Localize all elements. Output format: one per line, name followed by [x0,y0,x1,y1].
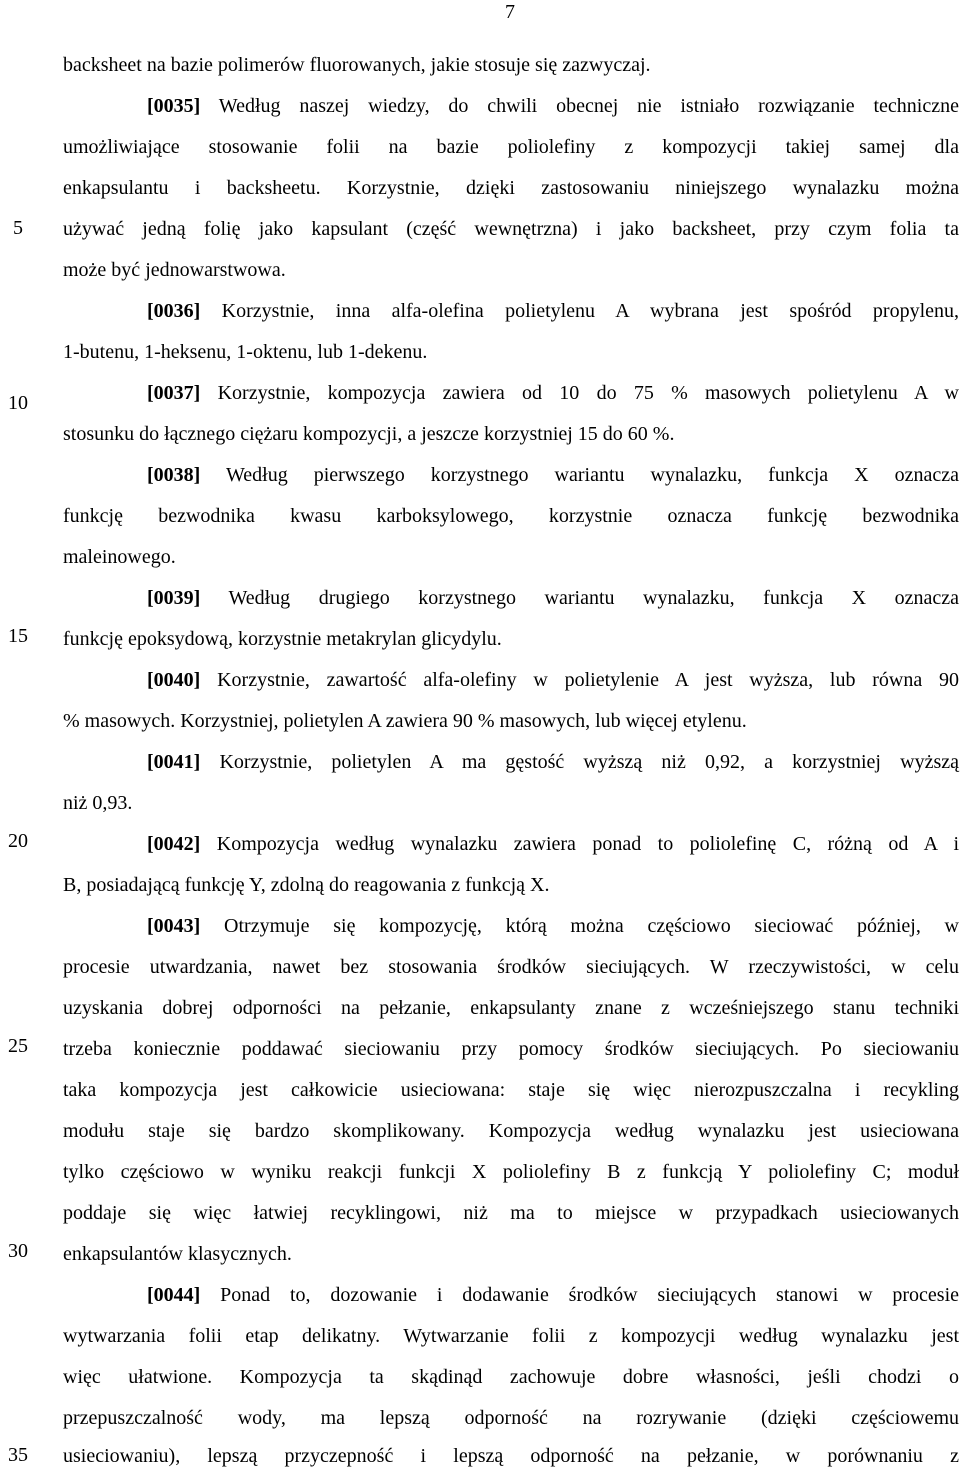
text-line: [0039] Według drugiego korzystnego wariantu wynalazku, funkcja X oznacza [147,587,959,609]
text-line: enkapsulantów klasycznych. [63,1243,292,1265]
text-line: niż 0,93. [63,792,133,814]
line-number: 15 [8,625,28,647]
line-number: 20 [8,830,28,852]
paragraph-number: [0044] [147,1284,201,1306]
line-number: 5 [13,217,23,239]
paragraph-number: [0035] [147,95,201,117]
text-line: 1-butenu, 1-heksenu, 1-oktenu, lub 1-dekenu. [63,341,428,363]
text-line: [0037] Korzystnie, kompozycja zawiera od 10 do 75 % masowych polietylenu A w [147,382,959,404]
text-line: [0035] Według naszej wiedzy, do chwili obecnej nie istniało rozwiązanie techniczne [147,95,959,117]
text-line: wytwarzania folii etap delikatny. Wytwarzanie folii z kompozycji według wynalazku jest [63,1325,959,1347]
line-number: 30 [8,1240,28,1262]
text-line: modułu staje się bardzo skomplikowany. Kompozycja według wynalazku jest usieciowana [63,1120,959,1142]
text-line: tylko częściowo w wyniku reakcji funkcji X poliolefiny B z funkcją Y poliolefiny C; moduł [63,1161,959,1183]
text-line: [0036] Korzystnie, inna alfa-olefina polietylenu A wybrana jest spośród propylenu, [147,300,959,322]
text-line: [0043] Otrzymuje się kompozycję, którą można częściowo sieciować później, w [147,915,959,937]
paragraph-number: [0043] [147,915,201,937]
paragraph-number: [0037] [147,382,201,404]
text-line: taka kompozycja jest całkowicie usieciowana: staje się więc nierozpuszczalna i recykling [63,1079,959,1101]
paragraph-number: [0040] [147,669,201,691]
text-line: [0041] Korzystnie, polietylen A ma gęstość wyższą niż 0,92, a korzystniej wyższą [147,751,959,773]
text-line: umożliwiające stosowanie folii na bazie poliolefiny z kompozycji takiej samej dla [63,136,959,158]
paragraph-number: [0039] [147,587,201,609]
text-line: [0040] Korzystnie, zawartość alfa-olefiny w polietylenie A jest wyższa, lub równa 90 [147,669,959,691]
text-line: więc ułatwione. Kompozycja ta skądinąd zachowuje dobre własności, jeśli chodzi o [63,1366,959,1388]
text-line: usieciowaniu), lepszą przyczepność i lepszą odporność na pełzanie, w porównaniu z [63,1445,959,1467]
paragraph-number: [0038] [147,464,201,486]
text-line: procesie utwardzania, nawet bez stosowania środków sieciujących. W rzeczywistości, w celu [63,956,959,978]
text-line: % masowych. Korzystniej, polietylen A zawiera 90 % masowych, lub więcej etylenu. [63,710,747,732]
text-line: przepuszczalność wody, ma lepszą odporność na rozrywanie (dzięki częściowemu [63,1407,959,1429]
text-line: backsheet na bazie polimerów fluorowanych, jakie stosuje się zazwyczaj. [63,54,651,76]
text-line: funkcję bezwodnika kwasu karboksylowego, korzystnie oznacza funkcję bezwodnika [63,505,959,527]
text-line: [0042] Kompozycja według wynalazku zawiera ponad to poliolefinę C, różną od A i [147,833,959,855]
text-line: używać jedną folię jako kapsulant (część wewnętrzna) i jako backsheet, przy czym folia ta [63,218,959,240]
paragraph-number: [0042] [147,833,201,855]
text-line: funkcję epoksydową, korzystnie metakrylan glicydylu. [63,628,502,650]
text-line: enkapsulantu i backsheetu. Korzystnie, dzięki zastosowaniu niniejszego wynalazku można [63,177,959,199]
text-line: może być jednowarstwowa. [63,259,286,281]
text-line: B, posiadającą funkcję Y, zdolną do reagowania z funkcją X. [63,874,550,896]
text-line: [0038] Według pierwszego korzystnego wariantu wynalazku, funkcja X oznacza [147,464,959,486]
text-line: poddaje się więc łatwiej recyklingowi, niż ma to miejsce w przypadkach usieciowanych [63,1202,959,1224]
page-number: 7 [505,1,515,23]
text-line: [0044] Ponad to, dozowanie i dodawanie środków sieciujących stanowi w procesie [147,1284,959,1306]
text-line: stosunku do łącznego ciężaru kompozycji, a jeszcze korzystniej 15 do 60 %. [63,423,675,445]
paragraph-number: [0041] [147,751,201,773]
text-line: trzeba koniecznie poddawać sieciowaniu przy pomocy środków sieciujących. Po sieciowaniu [63,1038,959,1060]
text-line: maleinowego. [63,546,176,568]
line-number: 25 [8,1035,28,1057]
text-line: uzyskania dobrej odporności na pełzanie, enkapsulanty znane z wcześniejszego stanu techniki [63,997,959,1019]
line-number: 10 [8,392,28,414]
paragraph-number: [0036] [147,300,201,322]
line-number: 35 [8,1444,28,1466]
